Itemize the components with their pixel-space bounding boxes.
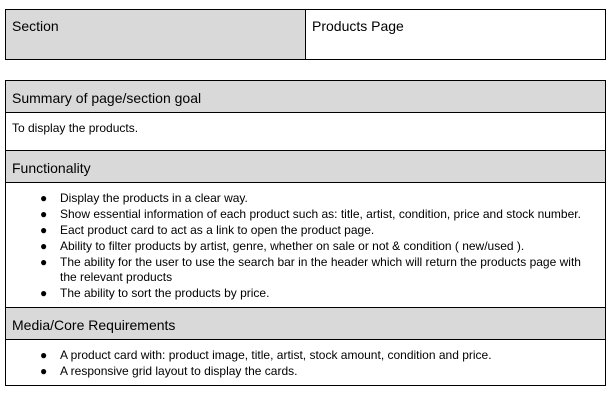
list-item-text: A responsive grid layout to display the cards.: [60, 363, 298, 378]
bullet-icon: ●: [40, 191, 48, 205]
list-item-text: Ability to filter products by artist, genre, whether on sale or not & condition ( new/used ).: [60, 239, 525, 253]
requirements-table: [5, 80, 606, 386]
bullet-icon: ●: [40, 363, 48, 378]
section-value: Products Page: [312, 18, 404, 34]
functionality-heading: Functionality: [12, 160, 91, 176]
bullet-icon: ●: [40, 239, 48, 253]
list-item-text: Eact product card to act as a link to open the product page.: [60, 223, 375, 237]
bullet-icon: ●: [40, 255, 48, 269]
list-item-text: A product card with: product image, title, artist, stock amount, condition and price.: [60, 347, 492, 362]
list-item: [12, 207, 599, 222]
bullet-icon: ●: [40, 347, 48, 362]
summary-text: To display the products.: [12, 121, 139, 135]
summary-heading: Summary of page/section goal: [12, 90, 202, 106]
list-item: [12, 348, 599, 363]
media-heading-cell: [6, 307, 606, 339]
list-item: [12, 255, 599, 284]
list-item-text: Display the products in a clear way.: [60, 191, 248, 205]
summary-heading-cell: [6, 81, 606, 113]
list-item: [12, 191, 599, 206]
list-item: [12, 286, 599, 301]
media-list: [12, 348, 599, 379]
bullet-icon: ●: [40, 207, 48, 221]
bullet-icon: ●: [40, 285, 48, 300]
media-body-cell: [6, 339, 606, 385]
section-value-cell: [306, 10, 606, 60]
list-item-text: The ability to sort the products by price.: [60, 285, 270, 300]
summary-body-cell: [6, 113, 606, 151]
functionality-list: [12, 191, 599, 300]
section-label: Section: [12, 18, 59, 34]
section-table: [5, 9, 606, 60]
list-item: [12, 223, 599, 238]
list-item: [12, 239, 599, 254]
section-label-cell: [6, 10, 306, 60]
functionality-body-cell: [6, 183, 606, 308]
functionality-heading-cell: [6, 151, 606, 183]
list-item-text: The ability for the user to use the search bar in the header which will return the products page with the relevant products: [60, 255, 581, 284]
list-item: [12, 364, 599, 379]
media-heading: Media/Core Requirements: [12, 316, 176, 333]
bullet-icon: ●: [40, 223, 48, 237]
list-item-text: Show essential information of each product such as: title, artist, condition, price and stock number.: [60, 207, 581, 221]
